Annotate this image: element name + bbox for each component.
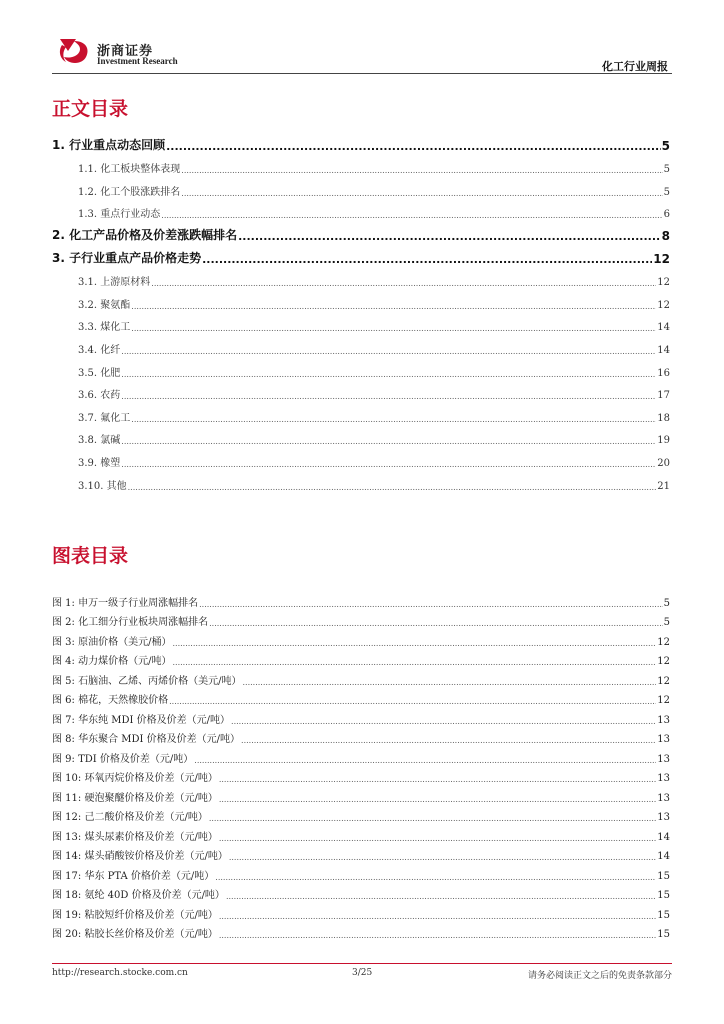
toc-leader-dots: [181, 189, 662, 198]
figure-leader-dots: [219, 795, 656, 804]
figure-number: 图 18:: [52, 890, 82, 901]
figure-title: 硬泡聚醚价格及价差（元/吨）: [84, 792, 218, 804]
figure-number: 图 12:: [52, 812, 82, 823]
figure-entry[interactable]: [52, 765, 670, 785]
toc-entry-text: 其他: [106, 480, 127, 492]
figure-leader-dots: [219, 834, 656, 843]
toc-entry-text: 氯碱: [100, 435, 121, 447]
toc-entry-page: 16: [657, 367, 670, 379]
toc-entry-label: [78, 273, 150, 288]
toc-entry-label: [78, 364, 120, 379]
toc-entry-page: 19: [657, 435, 670, 447]
toc-leader-dots: [181, 166, 662, 175]
figure-number: 图 19:: [52, 909, 82, 921]
figure-title: 煤头尿素价格及价差（元/吨）: [84, 831, 218, 843]
toc-entry-text: 化纤: [100, 344, 121, 356]
figure-title: 申万一级子行业周涨幅排名: [78, 597, 199, 609]
toc-entry[interactable]: [52, 446, 670, 469]
figure-number: 图 13:: [52, 831, 82, 843]
figure-leader-dots: [172, 639, 656, 648]
toc-entry[interactable]: [52, 379, 670, 402]
toc-entry-number: 3.7.: [78, 412, 98, 424]
toc-entry-text: 化工产品价格及价差涨跌幅排名: [69, 227, 238, 242]
figure-entry-label: [52, 769, 218, 784]
toc-entry[interactable]: [52, 424, 670, 447]
company-logo-icon: [54, 35, 94, 67]
figure-entry-label: [52, 672, 241, 687]
toc-entry-page: 20: [657, 457, 670, 469]
figure-number: 图 5:: [52, 675, 75, 687]
toc-entry-label: [52, 226, 237, 243]
figure-page: 15: [657, 929, 670, 940]
toc-entry-label: [78, 183, 180, 198]
figure-entry[interactable]: [52, 921, 670, 941]
figure-number: 图 20:: [52, 929, 82, 940]
figure-page: 12: [657, 675, 670, 687]
figure-leader-dots: [209, 814, 656, 823]
footer-url[interactable]: http://research.stocke.com.cn: [52, 968, 188, 978]
figure-title: 化工细分行业板块周涨幅排名: [78, 617, 209, 628]
figure-title: 棉花，天然橡胶价格: [78, 695, 169, 706]
toc-entry-label: [78, 341, 120, 356]
figure-entry[interactable]: [52, 901, 670, 921]
toc-entry-page: 17: [657, 390, 670, 402]
figure-number: 图 3:: [52, 636, 75, 648]
figure-entry-label: [52, 808, 208, 823]
footer-disclaimer: 请务必阅读正文之后的免责条款部分: [527, 971, 672, 981]
figure-page: 12: [657, 656, 670, 667]
figure-leader-dots: [242, 678, 656, 687]
toc-entry-text: 聚氨酯: [100, 299, 131, 311]
figure-leader-dots: [172, 658, 656, 667]
figure-entry[interactable]: [52, 726, 670, 746]
toc-entry[interactable]: [52, 243, 670, 266]
figure-page: 13: [657, 792, 670, 804]
figure-leader-dots: [199, 600, 663, 609]
figure-number: 图 10:: [52, 773, 82, 784]
toc-entry-page: 5: [663, 186, 670, 198]
toc-entry-text: 上游原材料: [100, 277, 151, 289]
figure-entry[interactable]: [52, 804, 670, 824]
toc-entry-text: 煤化工: [100, 322, 131, 334]
figure-entry-label: [52, 633, 171, 648]
figure-entry[interactable]: [52, 784, 670, 804]
figure-title: 华东 PTA 价格价差（元/吨）: [84, 870, 215, 882]
toc-entry-number: 1.1.: [78, 164, 98, 176]
figure-entry[interactable]: [52, 687, 670, 707]
figure-page: 12: [657, 695, 670, 706]
figure-entry-label: [52, 711, 230, 726]
toc-entry-text: 化工个股涨跌排名: [100, 186, 181, 198]
figure-number: 图 6:: [52, 695, 75, 706]
toc-entry[interactable]: [52, 333, 670, 356]
toc-entry-label: [78, 431, 120, 446]
figure-title: 动力煤价格（元/吨）: [78, 656, 172, 667]
figure-page: 13: [657, 812, 670, 823]
figures-list: [52, 589, 670, 940]
figure-leader-dots: [209, 619, 663, 628]
toc-entry-number: 1.2.: [78, 186, 98, 198]
figure-entry-label: [52, 594, 198, 609]
toc-entry[interactable]: [52, 220, 670, 243]
figure-page: 13: [657, 753, 670, 765]
figure-title: 石脑油、乙烯、丙烯价格（美元/吨）: [78, 675, 242, 687]
toc-entry[interactable]: [52, 198, 670, 221]
figure-entry[interactable]: [52, 609, 670, 629]
figure-number: 图 4:: [52, 656, 75, 667]
figure-title: 粘胶短纤价格及价差（元/吨）: [84, 909, 218, 921]
toc-leader-dots: [121, 370, 656, 379]
figure-title: 氨纶 40D 价格及价差（元/吨）: [84, 890, 225, 901]
toc-entry-page: 21: [657, 480, 670, 492]
figure-title: 己二酸价格及价差（元/吨）: [84, 812, 208, 823]
toc-leader-dots: [131, 324, 656, 333]
toc-entry-number: 3.3.: [78, 322, 98, 334]
toc-entry-label: [52, 136, 165, 153]
figure-title: 环氧丙烷价格及价差（元/吨）: [84, 773, 218, 784]
toc-entry-number: 2.: [52, 227, 65, 242]
figure-entry[interactable]: [52, 706, 670, 726]
figure-page: 5: [663, 617, 670, 628]
figure-entry[interactable]: [52, 843, 670, 863]
figure-entry-label: [52, 906, 218, 921]
toc-entry-label: [78, 454, 120, 469]
toc-leader-dots: [166, 140, 661, 153]
toc-leader-dots: [121, 347, 656, 356]
figure-entry-label: [52, 867, 214, 882]
figure-number: 图 9:: [52, 753, 75, 765]
figure-number: 图 17:: [52, 870, 82, 882]
figure-entry-label: [52, 886, 225, 901]
toc-entry-text: 子行业重点产品价格走势: [69, 250, 202, 265]
toc-entry-page: 8: [661, 228, 670, 243]
toc-leader-dots: [121, 460, 656, 469]
figure-entry[interactable]: [52, 589, 670, 609]
figure-title: 原油价格（美元/桶）: [78, 636, 172, 648]
toc-entry-text: 化工板块整体表现: [100, 164, 181, 176]
toc-leader-dots: [161, 211, 662, 220]
figure-number: 图 2:: [52, 617, 75, 628]
figure-number: 图 7:: [52, 714, 75, 726]
header-divider: [52, 73, 672, 74]
figure-page: 14: [657, 851, 670, 862]
toc-entry-page: 14: [657, 322, 670, 334]
toc-entry-label: [52, 249, 201, 266]
figure-entry-label: [52, 750, 193, 765]
toc-entry-label: [78, 318, 130, 333]
figure-entry[interactable]: [52, 745, 670, 765]
figure-leader-dots: [194, 756, 656, 765]
toc-entry-number: 3.9.: [78, 457, 98, 469]
brand-subtitle: Investment Research: [97, 56, 178, 66]
figure-leader-dots: [241, 736, 656, 745]
toc-entry-number: 3.8.: [78, 435, 98, 447]
figure-page: 12: [657, 636, 670, 648]
toc-leader-dots: [131, 302, 656, 311]
toc-entry-page: 18: [657, 412, 670, 424]
toc-entry-number: 1.3.: [78, 209, 98, 221]
toc-entry[interactable]: [52, 266, 670, 289]
figure-leader-dots: [226, 892, 656, 901]
figure-entry-label: [52, 789, 218, 804]
toc-title: 正文目录: [52, 98, 129, 120]
figure-entry-label: [52, 691, 168, 706]
toc-entry-text: 重点行业动态: [100, 209, 161, 221]
page-indicator: 3/25: [352, 968, 373, 978]
figure-leader-dots: [169, 697, 656, 706]
toc-entry[interactable]: [52, 356, 670, 379]
toc-entry[interactable]: [52, 311, 670, 334]
toc-entry-page: 5: [661, 138, 670, 153]
toc-leader-dots: [128, 483, 657, 492]
toc-leader-dots: [238, 230, 661, 243]
toc-entry[interactable]: [52, 469, 670, 492]
brand-name: 浙商证券: [97, 44, 154, 59]
toc-entry-text: 橡塑: [100, 457, 121, 469]
toc-entry-page: 5: [663, 164, 670, 176]
figure-title: 煤头硝酸铵价格及价差（元/吨）: [84, 851, 228, 862]
toc-leader-dots: [202, 253, 652, 266]
figure-leader-dots: [215, 873, 656, 882]
toc-entry-page: 12: [653, 251, 670, 266]
toc-entry[interactable]: [52, 175, 670, 198]
toc-entry-number: 1.: [52, 137, 65, 152]
toc-entry-label: [78, 386, 120, 401]
toc-entry-text: 行业重点动态回顾: [69, 137, 166, 152]
figure-entry[interactable]: [52, 648, 670, 668]
figure-leader-dots: [229, 853, 656, 862]
figures-title: 图表目录: [52, 545, 129, 567]
figure-entry[interactable]: [52, 667, 670, 687]
figure-leader-dots: [219, 775, 656, 784]
toc-entry-label: [78, 477, 127, 492]
toc-entry-text: 化肥: [100, 367, 121, 379]
toc-entry-page: 6: [663, 209, 670, 221]
toc-entry-page: 14: [657, 344, 670, 356]
figure-entry[interactable]: [52, 862, 670, 882]
toc-entry-number: 3.10.: [78, 480, 104, 492]
toc-entry[interactable]: [52, 130, 670, 153]
toc-entry[interactable]: [52, 288, 670, 311]
figure-page: 13: [657, 773, 670, 784]
figure-page: 15: [657, 890, 670, 901]
figure-number: 图 8:: [52, 734, 75, 745]
toc-entry-page: 12: [657, 277, 670, 289]
figure-title: 粘胶长丝价格及价差（元/吨）: [84, 929, 218, 940]
figure-number: 图 14:: [52, 851, 82, 862]
toc-entry-label: [78, 296, 130, 311]
toc-entry-text: 农药: [100, 390, 121, 402]
figure-entry[interactable]: [52, 628, 670, 648]
figure-title: 华东聚合 MDI 价格及价差（元/吨）: [78, 734, 241, 745]
figure-entry-label: [52, 613, 208, 628]
toc-entry-number: 3.2.: [78, 299, 98, 311]
figure-title: TDI 价格及价差（元/吨）: [78, 753, 194, 765]
figure-page: 15: [657, 909, 670, 921]
toc-leader-dots: [121, 437, 656, 446]
figure-entry-label: [52, 828, 218, 843]
figure-entry-label: [52, 847, 228, 862]
report-type: 化工行业周报: [602, 60, 668, 73]
toc-entry[interactable]: [52, 401, 670, 424]
figure-entry[interactable]: [52, 882, 670, 902]
figure-entry-label: [52, 925, 218, 940]
toc-entry-number: 3.5.: [78, 367, 98, 379]
toc-entry-label: [78, 409, 130, 424]
toc-entry-number: 3.: [52, 250, 65, 265]
toc-leader-dots: [151, 279, 656, 288]
figure-leader-dots: [231, 717, 656, 726]
figure-entry-label: [52, 730, 240, 745]
footer-divider: [52, 963, 672, 964]
toc-entry-page: 12: [657, 299, 670, 311]
figure-leader-dots: [219, 931, 656, 940]
figure-page: 5: [663, 597, 670, 609]
toc-entry-number: 3.1.: [78, 277, 98, 289]
toc-list: [52, 130, 670, 492]
toc-entry-label: [78, 205, 160, 220]
toc-entry[interactable]: [52, 153, 670, 176]
figure-entry[interactable]: [52, 823, 670, 843]
figure-title: 华东纯 MDI 价格及价差（元/吨）: [78, 714, 231, 726]
toc-entry-label: [78, 160, 180, 175]
figure-page: 15: [657, 870, 670, 882]
figure-number: 图 1:: [52, 597, 75, 609]
figure-page: 13: [657, 734, 670, 745]
figure-page: 14: [657, 831, 670, 843]
toc-entry-number: 3.4.: [78, 344, 98, 356]
figure-page: 13: [657, 714, 670, 726]
toc-leader-dots: [131, 415, 656, 424]
figure-leader-dots: [219, 912, 656, 921]
figure-number: 图 11:: [52, 792, 82, 804]
figure-entry-label: [52, 652, 171, 667]
toc-entry-text: 氟化工: [100, 412, 131, 424]
toc-entry-number: 3.6.: [78, 390, 98, 402]
toc-leader-dots: [121, 392, 656, 401]
